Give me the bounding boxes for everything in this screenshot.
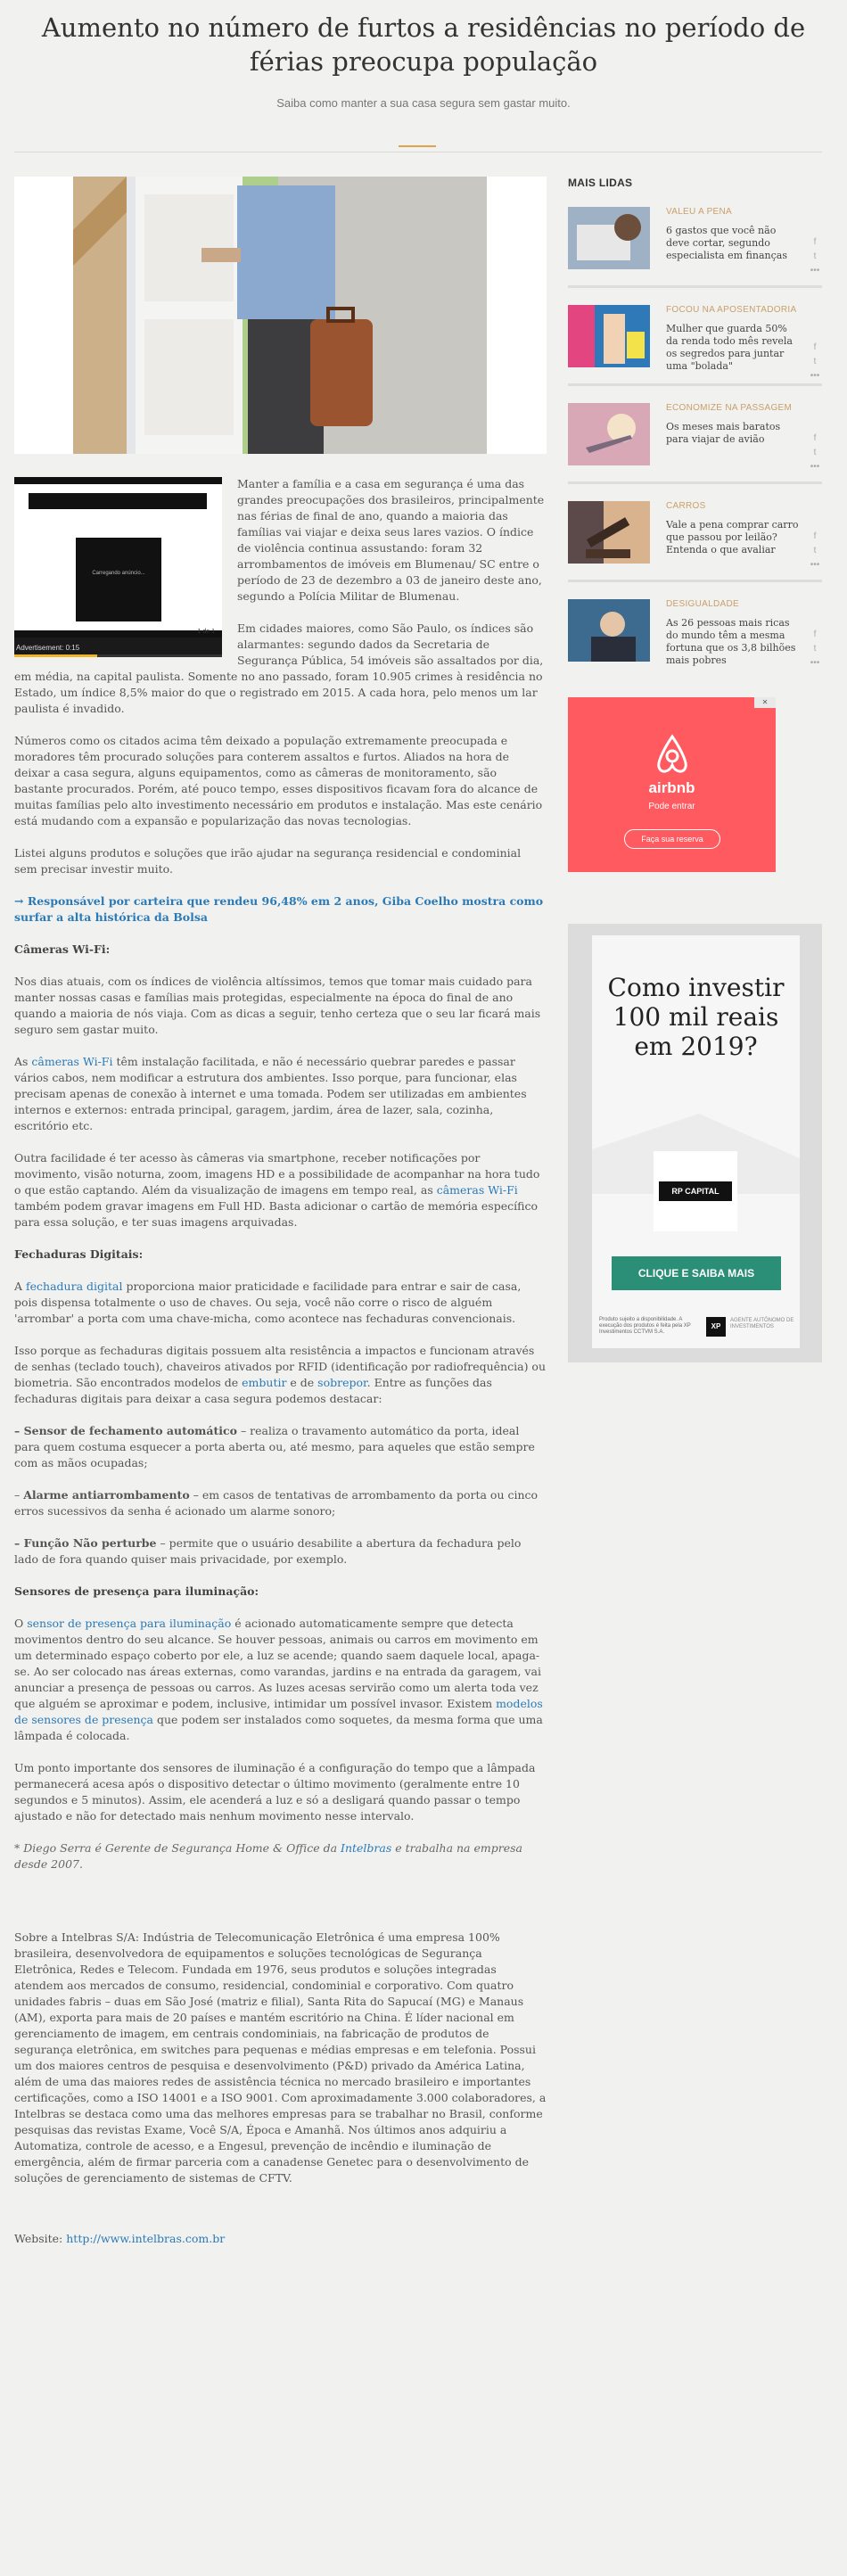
- share-icons[interactable]: [809, 432, 821, 474]
- rp-disclaimer: Produto sujeito a disponibilidade. A execução dos produtos é feita pela XP Investimentos CCTVM S.A.: [599, 1317, 691, 1335]
- section-heading-fechaduras: Fechaduras Digitais:: [14, 1247, 144, 1261]
- share-icons[interactable]: [809, 235, 821, 278]
- sidebar-item[interactable]: [568, 376, 822, 472]
- sidebar-category: VALEU A PENA: [666, 207, 733, 217]
- airbnb-cta-button[interactable]: Faça sua reserva: [624, 829, 720, 849]
- paragraph: O sensor de presença para iluminação é acionado automaticamente sempre que detecta movimentos dentro do seu alcance. Se houver pessoas, animais ou carros em movimento em um determinado espaço coberto por ele, a luz se acende; quando saem daquele local, apaga-se. Ao ser colocado nas áreas externas, como varandas, jardins e na entrada da garagem, vai anunciar a presença de pessoas ou carros. As luzes acesas servirão como um alerta toda vez que alguém se aproximar e podem, inclusive, intimidar um possível invasor. Existem modelos de sensores de presença que podem ser instalados como soquetes, da mesma forma que uma lâmpada é colocada.: [14, 1617, 543, 1742]
- bullet-item: – Alarme antiarrombamento – em casos de tentativas de arrombamento da porta ou cinco erros sucessivos da senha é acionado um alarme sonoro;: [14, 1488, 539, 1518]
- paragraph: Isso porque as fechaduras digitais possuem alta resistência a impactos e funcionam através de senhas (teclado touch), chaveiros ativados por RFID (identificação por radiofrequência) ou biometria. São encontrados modelos de embutir e de sobrepor. Entre as funções das fechaduras digitais para deixar a casa segura podemos destacar:: [14, 1344, 546, 1405]
- fechadura-digital-link[interactable]: fechadura digital: [26, 1280, 123, 1293]
- share-icons[interactable]: [809, 628, 821, 671]
- facebook-icon: f: [813, 342, 817, 352]
- rp-logo: RP CAPITAL: [654, 1151, 737, 1231]
- rp-headline: Como investir 100 mil reais em 2019?: [607, 973, 785, 1061]
- paragraph: Manter a família e a casa em segurança é uma das grandes preocupações dos brasileiros, principalmente nas férias de final de ano, quando a maioria das famílias vai viajar e deixa seus lares vazios. O índice de violência continua assustando: foram 32 arrombamentos de imóveis em Blumenau/ SC entre o período de 23 de dezembro a 03 de janeiro deste ano, segundo a Polícia Militar de Blumenau.: [237, 477, 545, 603]
- twitter-icon: t: [813, 448, 817, 457]
- paragraph: A fechadura digital proporciona maior praticidade e facilidade para entrar e sair de casa, pois dispensa totalmente o uso de chaves. Ou seja, você não corre o risco de alguém 'arrombar' a porta com uma chave-micha, como acontece nas fechaduras convencionais.: [14, 1280, 522, 1325]
- more-icon: •••: [810, 371, 820, 381]
- sidebar-headline[interactable]: Vale a pena comprar carro que passou por leilão? Entenda o que avaliar: [666, 519, 799, 556]
- rp-cta-button[interactable]: CLIQUE E SAIBA MAIS: [612, 1256, 781, 1290]
- sidebar-category: DESIGUALDADE: [666, 599, 739, 609]
- section-heading-sensores: Sensores de presença para iluminação:: [14, 1584, 259, 1598]
- video-counter: 1 de 1: [197, 629, 215, 635]
- related-article-link[interactable]: → Responsável por carteira que rendeu 96,48% em 2 anos, Giba Coelho mostra como surfar a alta histórica da Bolsa: [14, 894, 544, 924]
- arrow-icon: →: [14, 894, 24, 908]
- thumbnail-auction[interactable]: [568, 501, 650, 564]
- section-heading-cameras: Câmeras Wi-Fi:: [14, 942, 111, 956]
- thumbnail-airplane[interactable]: [568, 403, 650, 465]
- video-ad-label: Advertisement: 0:15: [16, 644, 80, 652]
- paragraph: Listei alguns produtos e soluções que irão ajudar na segurança residencial e condominial sem precisar investir muito.: [14, 846, 522, 876]
- airbnb-ad[interactable]: [568, 697, 776, 872]
- accent-divider: [399, 145, 436, 147]
- article-body: [14, 473, 547, 2263]
- paragraph: Em cidades maiores, como São Paulo, os índices são alarmantes: segundo dados da Secretaria de Segurança Pública, 54 imóveis são assaltados por dia, em média, na capital paulista. Somente no ano passado, foram 10.905 crimes à residência no Estado, um índice 8,5% maior do que o registrado em 2015. A cada hora, pelo menos um lar paulista é invadido.: [14, 621, 544, 715]
- video-loading-box: Carregando anúncio...: [76, 538, 161, 621]
- twitter-icon: t: [813, 546, 817, 556]
- thumbnail-retirement[interactable]: [568, 305, 650, 367]
- xp-logo-icon: XP: [706, 1317, 726, 1337]
- airbnb-brand: airbnb: [648, 779, 695, 796]
- paragraph: Um ponto importante dos sensores de iluminação é a configuração do tempo que a lâmpada permanecerá acesa após o dispositivo detectar o último movimento (geralmente entre 10 segundos e 5 minutos). Assim, ele acenderá a luz e só a desligará quando passar o tempo ajustado e não for detectado mais nenhum movimento nesse intervalo.: [14, 1761, 536, 1823]
- airbnb-subtitle: Pode entrar: [648, 802, 695, 811]
- xp-label: AGENTE AUTÔNOMO DE INVESTIMENTOS: [730, 1318, 794, 1329]
- page-title: Aumento no número de furtos a residências no período de férias preocupa população: [41, 12, 806, 77]
- author-note: * Diego Serra é Gerente de Segurança Home & Office da Intelbras e trabalha na empresa desde 2007.: [14, 1841, 522, 1871]
- rp-capital-ad-frame: [568, 924, 822, 1362]
- about-company: Sobre a Intelbras S/A: Indústria de Telecomunicação Eletrônica é uma empresa 100% brasileira, desenvolvedora de equipamentos e soluções tecnológicas de Segurança Eletrônica, Redes e Telecom. Fundada em 1976, seus produtos e soluções integradas atendem aos mercados de consumo, residencial, condominial e corporativo. Com quatro unidades fabris – duas em São José (matriz e filial), Santa Rita do Sapucaí (MG) e Manaus (AM), exporta para mais de 20 países e mantém escritório na China. É líder nacional em gerenciamento de imagem, em centrais condominiais, na fabricação de produtos de segurança eletrônica, em switches para pequenas e médias empresas e em telefonia. Possui um dos maiores centros de pesquisa e desenvolvimento (P&D) privado da América Latina, além de uma das maiores redes de assistência técnica no mercado brasileiro e importantes certificações, como a ISO 14001 e a ISO 9001. Com aproximadamente 3.000 colaboradores, a Intelbras se destaca como uma das melhores empresas para se trabalhar no Brasil, conforme pesquisas das revistas Exame, Você S/A, Época e Amanhã. Nos últimos anos adquiriu a Automatiza, controle de acesso, e a Engesul, prevenção de incêndio e iluminação de emergência, além de firmar parceria com a canadense Genetec para o desenvolvimento de soluções de gerenciamento de sistemas de CFTV.: [14, 1930, 547, 2185]
- sidebar-headline[interactable]: Os meses mais baratos para viajar de avião: [666, 421, 781, 445]
- sensor-presenca-link[interactable]: sensor de presença para iluminação: [27, 1617, 232, 1630]
- sobrepor-link[interactable]: sobrepor: [317, 1376, 367, 1389]
- sidebar-headline[interactable]: Mulher que guarda 50% da renda todo mês revela os segredos para juntar uma "bolada": [666, 323, 793, 372]
- sidebar-item[interactable]: [568, 572, 822, 668]
- facebook-icon: f: [813, 433, 817, 443]
- twitter-icon: t: [813, 644, 817, 654]
- sidebar-item[interactable]: [568, 474, 822, 570]
- facebook-icon: f: [813, 237, 817, 247]
- website-link[interactable]: http://www.intelbras.com.br: [66, 2232, 226, 2245]
- twitter-icon: t: [813, 357, 817, 366]
- share-icons[interactable]: [809, 530, 821, 572]
- more-icon: •••: [810, 658, 820, 668]
- bullet-item: – Função Não perturbe – permite que o usuário desabilite a abertura da fechadura pelo lado de fora quando quiser mais privacidade, por exemplo.: [14, 1536, 522, 1566]
- embutir-link[interactable]: embutir: [242, 1376, 287, 1389]
- hero-image: [14, 177, 547, 454]
- more-icon: •••: [810, 462, 820, 472]
- more-icon: •••: [810, 560, 820, 570]
- sidebar-headline[interactable]: 6 gastos que você não deve cortar, segundo especialista em finanças: [666, 225, 787, 261]
- sidebar-title: MAIS LIDAS: [568, 177, 633, 189]
- modelos-sensores-link[interactable]: modelos de sensores de presença: [14, 1697, 543, 1726]
- sidebar-item[interactable]: [568, 278, 822, 381]
- website-line: Website: http://www.intelbras.com.br: [14, 2232, 226, 2245]
- paragraph: Nos dias atuais, com os índices de violência altíssimos, temos que tomar mais cuidado para manter nossas casas e famílias mais protegidas, especialmente na época do final de ano quando a maioria de nós viaja. Com as dicas a seguir, tenho certeza que o seu lar ficará mais seguro sem gastar muito.: [14, 975, 541, 1036]
- paragraph: As câmeras Wi-Fi têm instalação facilitada, e não é necessário quebrar paredes e passar vários cabos, nem modificar a estrutura dos ambientes. Isso porque, para funcionar, elas precisam apenas de conexão à internet e uma tomada. Podem ser utilizadas em ambientes internos e externos: entrada principal, garagem, jardim, área de lazer, sala, cozinha, escritório etc.: [14, 1055, 527, 1132]
- cameras-wifi-link[interactable]: câmeras Wi-Fi: [436, 1183, 518, 1197]
- more-icon: •••: [810, 266, 820, 276]
- sidebar-headline[interactable]: As 26 pessoas mais ricas do mundo têm a mesma fortuna que os 3,8 bilhões mais pobres: [666, 617, 796, 666]
- sidebar-item[interactable]: [568, 180, 822, 276]
- rp-capital-ad[interactable]: [592, 935, 800, 1348]
- sidebar-category: FOCOU NA APOSENTADORIA: [666, 305, 797, 315]
- paragraph: Números como os citados acima têm deixado a população extremamente preocupada e moradores têm procurado soluções para conterem assaltos e furtos. Aliados na hora de deixar a casa segura, alguns equipamentos, como as câmeras de monitoramento, são bastante procurados. Porém, até pouco tempo, esses dispositivos ficavam fora do alcance de muitas famílias pelo alto investimento necessário em produtos e instalação. Mas este cenário está mudando com a expansão e popularização das novas tecnologias.: [14, 734, 543, 827]
- twitter-icon: t: [813, 251, 817, 261]
- thumbnail-finance[interactable]: [568, 207, 650, 269]
- thumbnail-rich[interactable]: [568, 599, 650, 662]
- cameras-wifi-link[interactable]: câmeras Wi-Fi: [31, 1055, 113, 1068]
- paragraph: Outra facilidade é ter acesso às câmeras via smartphone, receber notificações por movimento, visão noturna, zoom, imagens HD e a possibilidade de acompanhar na hora tudo o que estão captando. Além da visualização de imagens em tempo real, as câmeras Wi-Fi também podem gravar imagens em Full HD. Basta adicionar o cartão de memória específico para essa solução, e ter suas imagens arquivadas.: [14, 1151, 540, 1229]
- page-subtitle: Saiba como manter a sua casa segura sem gastar muito.: [276, 96, 571, 110]
- facebook-icon: f: [813, 531, 817, 541]
- bullet-item: – Sensor de fechamento automático – realiza o travamento automático da porta, ideal para quem costuma esquecer a porta aberta ou, até mesmo, para aqueles que estão sempre com as mãos ocupadas;: [14, 1424, 535, 1469]
- airbnb-logo-icon: [652, 733, 693, 776]
- sidebar-category: ECONOMIZE NA PASSAGEM: [666, 403, 793, 413]
- sidebar-category: CARROS: [666, 501, 706, 511]
- intelbras-link[interactable]: Intelbras: [341, 1841, 392, 1855]
- ad-close-icon[interactable]: ✕: [754, 697, 776, 708]
- facebook-icon: f: [813, 630, 817, 639]
